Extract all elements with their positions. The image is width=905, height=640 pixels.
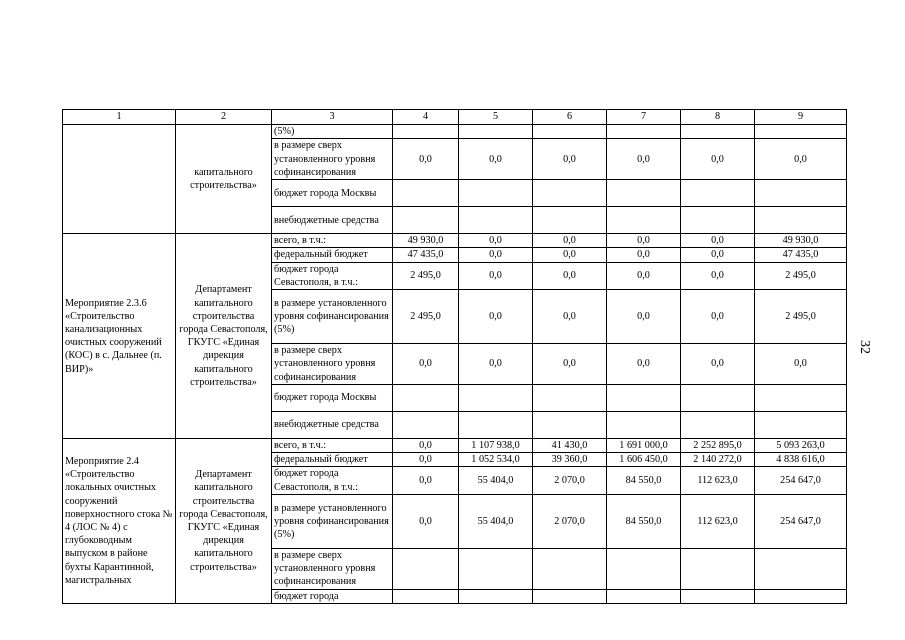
funding-source: внебюджетные средства — [272, 207, 393, 234]
amount-cell: 0,0 — [681, 262, 755, 289]
header-cell: 6 — [533, 110, 607, 125]
amount-cell: 2 140 272,0 — [681, 453, 755, 467]
amount-cell: 254 647,0 — [755, 467, 847, 494]
amount-cell: 112 623,0 — [681, 494, 755, 548]
funding-source: в размере сверх установленного уровня софинансирования — [272, 548, 393, 589]
amount-cell: 0,0 — [533, 139, 607, 180]
funding-source: в размере сверх установленного уровня софинансирования — [272, 344, 393, 385]
funding-source: всего, в т.ч.: — [272, 439, 393, 453]
funding-source: в размере установленного уровня софинансирования (5%) — [272, 494, 393, 548]
funding-source: бюджет города Севастополя, в т.ч.: — [272, 467, 393, 494]
amount-cell: 0,0 — [681, 290, 755, 344]
funding-source: федеральный бюджет — [272, 248, 393, 262]
amount-cell: 49 930,0 — [393, 234, 459, 248]
amount-cell: 254 647,0 — [755, 494, 847, 548]
amount-cell: 49 930,0 — [755, 234, 847, 248]
amount-cell: 0,0 — [533, 290, 607, 344]
amount-cell: 0,0 — [681, 234, 755, 248]
amount-cell: 0,0 — [755, 139, 847, 180]
header-cell: 8 — [681, 110, 755, 125]
header-cell: 9 — [755, 110, 847, 125]
amount-cell: 41 430,0 — [533, 439, 607, 453]
amount-cell: 0,0 — [607, 344, 681, 385]
table-row — [63, 234, 847, 248]
header-cell: 4 — [393, 110, 459, 125]
amount-cell: 0,0 — [459, 139, 533, 180]
amount-cell: 0,0 — [607, 139, 681, 180]
amount-cell: 0,0 — [681, 248, 755, 262]
funding-source: бюджет города Москвы — [272, 385, 393, 412]
funding-source: в размере установленного уровня софинансирования (5%) — [272, 290, 393, 344]
amount-cell: 0,0 — [393, 494, 459, 548]
amount-cell: 47 435,0 — [393, 248, 459, 262]
amount-cell: 0,0 — [459, 290, 533, 344]
amount-cell: 112 623,0 — [681, 467, 755, 494]
amount-cell: 84 550,0 — [607, 467, 681, 494]
funding-source: федеральный бюджет — [272, 453, 393, 467]
amount-cell: 0,0 — [459, 248, 533, 262]
amount-cell: 55 404,0 — [459, 494, 533, 548]
header-cell: 7 — [607, 110, 681, 125]
amount-cell: 0,0 — [459, 234, 533, 248]
amount-cell: 4 838 616,0 — [755, 453, 847, 467]
header-cell: 3 — [272, 110, 393, 125]
header-cell: 2 — [176, 110, 272, 125]
table-row — [63, 439, 847, 453]
responsible-dept: Департамент капитального строительства города Севастополя, ГКУГС «Единая дирекция капитального строительства» — [176, 439, 272, 604]
header-cell: 5 — [459, 110, 533, 125]
amount-cell: 0,0 — [533, 262, 607, 289]
amount-cell: 0,0 — [459, 262, 533, 289]
amount-cell: 2 495,0 — [393, 290, 459, 344]
funding-source: бюджет города Севастополя, в т.ч.: — [272, 262, 393, 289]
funding-source: в размере сверх установленного уровня софинансирования — [272, 139, 393, 180]
amount-cell: 39 360,0 — [533, 453, 607, 467]
funding-source: бюджет города Москвы — [272, 180, 393, 207]
header-cell: 1 — [63, 110, 176, 125]
amount-cell: 0,0 — [393, 344, 459, 385]
amount-cell: 2 252 895,0 — [681, 439, 755, 453]
amount-cell: 0,0 — [393, 139, 459, 180]
amount-cell: 2 495,0 — [393, 262, 459, 289]
amount-cell: 0,0 — [681, 344, 755, 385]
funding-source: бюджет города — [272, 589, 393, 603]
amount-cell: 0,0 — [607, 262, 681, 289]
amount-cell: 2 070,0 — [533, 467, 607, 494]
amount-cell: 2 495,0 — [755, 262, 847, 289]
amount-cell: 0,0 — [681, 139, 755, 180]
page-number: 32 — [857, 340, 872, 354]
funding-source: всего, в т.ч.: — [272, 234, 393, 248]
amount-cell: 2 070,0 — [533, 494, 607, 548]
table-row — [63, 125, 847, 139]
measure-title: Мероприятие 2.4 «Строительство локальных очистных сооружений поверхностного стока № 4 (ЛОС № 4) с глубоководным выпуском в районе бухты Карантинной, магистральных — [63, 439, 176, 604]
funding-source: (5%) — [272, 125, 393, 139]
amount-cell: 0,0 — [607, 248, 681, 262]
amount-cell: 0,0 — [607, 234, 681, 248]
amount-cell: 0,0 — [459, 344, 533, 385]
amount-cell: 1 691 000,0 — [607, 439, 681, 453]
amount-cell: 1 052 534,0 — [459, 453, 533, 467]
amount-cell: 0,0 — [607, 290, 681, 344]
amount-cell: 0,0 — [393, 453, 459, 467]
amount-cell: 55 404,0 — [459, 467, 533, 494]
amount-cell: 0,0 — [755, 344, 847, 385]
amount-cell: 0,0 — [393, 467, 459, 494]
amount-cell: 5 093 263,0 — [755, 439, 847, 453]
amount-cell: 1 606 450,0 — [607, 453, 681, 467]
responsible-dept: Департамент капитального строительства города Севастополя, ГКУГС «Единая дирекция капитального строительства» — [176, 234, 272, 439]
responsible-dept: капитального строительства» — [176, 125, 272, 234]
amount-cell: 47 435,0 — [755, 248, 847, 262]
measure-title — [63, 125, 176, 234]
header-row — [63, 110, 847, 125]
amount-cell: 0,0 — [533, 234, 607, 248]
amount-cell: 0,0 — [533, 248, 607, 262]
amount-cell: 1 107 938,0 — [459, 439, 533, 453]
measure-title: Мероприятие 2.3.6 «Строительство канализационных очистных сооружений (КОС) в с. Дальнее (п. ВИР)» — [63, 234, 176, 439]
amount-cell: 84 550,0 — [607, 494, 681, 548]
funding-source: внебюджетные средства — [272, 412, 393, 439]
amount-cell: 2 495,0 — [755, 290, 847, 344]
budget-table — [62, 109, 847, 604]
amount-cell: 0,0 — [393, 439, 459, 453]
amount-cell: 0,0 — [533, 344, 607, 385]
